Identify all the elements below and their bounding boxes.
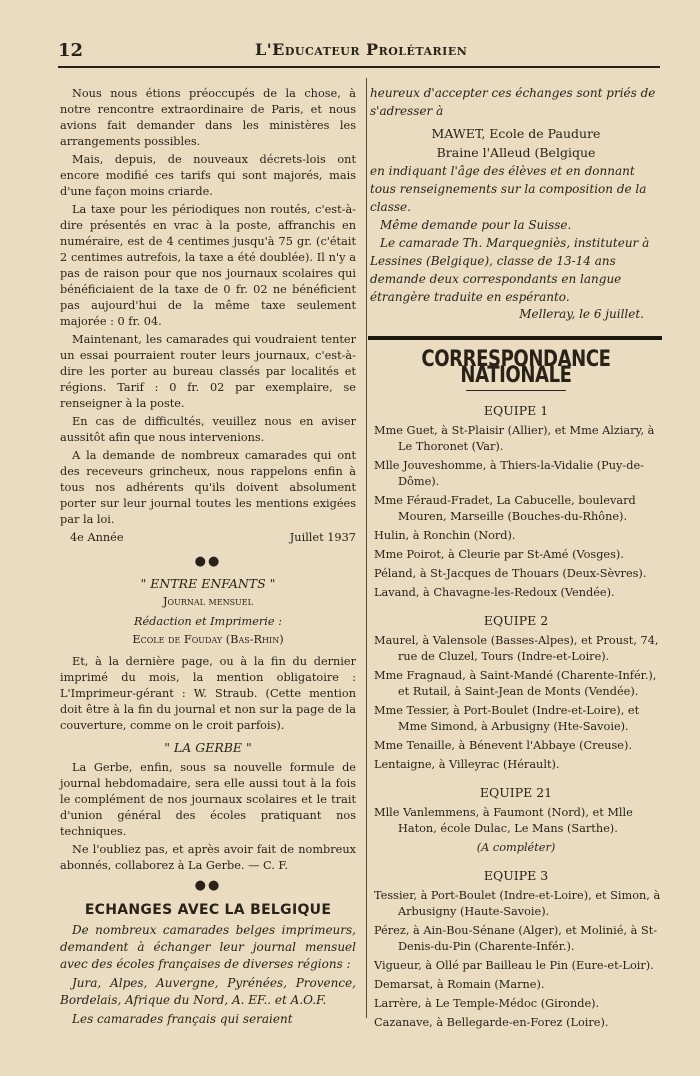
- list-item: Demarsat, à Romain (Marne).: [374, 978, 545, 991]
- correspondance-heading: CORRESPONDANCE NATIONALE: [421, 347, 611, 388]
- paragraph: Maintenant, les camarades qui voudraient tenter un essai pourraient router leurs journaux, c'est-à-dire les porter au bureau classés par localités et régions. Tarif : 0 fr. 02 par exemplaire, se renseigner à la poste.: [60, 333, 356, 410]
- list-item: Mlle Vanlemmens, à Faumont (Nord), et Mlle Haton, école Dulac, Le Mans (Sarthe).: [374, 806, 633, 835]
- list-item: Péland, à St-Jacques de Thouars (Deux-Sèvres).: [374, 567, 647, 580]
- paragraph: La Gerbe, enfin, sous sa nouvelle formule de journal hebdomadaire, sera elle aussi tout à la fois le complément de nos journaux scolaires et le trait d'union général des écoles pratiquant nos techniques.: [60, 761, 356, 838]
- paragraph: Mais, depuis, de nouveaux décrets-lois ont encore modifié ces tarifs qui sont majorés, mais d'une façon moins criarde.: [60, 153, 356, 198]
- equipe-heading: EQUIPE 2: [483, 613, 549, 628]
- redaction-line: Rédaction et Imprimerie :: [133, 615, 283, 628]
- list-item: Cazanave, à Bellegarde-en-Forez (Loire).: [374, 1016, 609, 1029]
- date: Juillet 1937: [289, 531, 356, 544]
- paragraph: La taxe pour les périodiques non routés, c'est-à-dire présentés en vrac à la poste, affranchis en numéraire, est de 4 centimes jusqu'à 75 gr. (c'était 2 centimes autrefois, la taxe a été doublée). Il n'y a pas de raison pour que nos journaux scolaires qui bénéficiaient de la taxe de 0 fr. 02 ne bénéficient pas aujourd'hui de la même taxe seulement majorée : 0 fr. 04.: [60, 203, 356, 328]
- paragraph: Ne l'oubliez pas, et après avoir fait de nombreux abonnés, collaborez à La Gerbe. — C. F.: [60, 843, 356, 872]
- list-item: Maurel, à Valensole (Basses-Alpes), et Proust, 74, rue de Cluzel, Tours (Indre-et-Loire).: [374, 634, 659, 663]
- section-dots: ●●: [194, 878, 222, 893]
- address-line: MAWET, Ecole de Paudure: [431, 126, 601, 141]
- list-item: Mme Féraud-Fradet, La Cabucelle, boulevard Mouren, Marseille (Bouches-du-Rhône).: [374, 494, 636, 523]
- list-item: Mme Poirot, à Cleurie par St-Amé (Vosges).: [374, 548, 624, 561]
- paragraph: Et, à la dernière page, ou à la fin du dernier imprimé du mois, la mention obligatoire : L'Imprimeur-gérant : W. Straub. (Cette mention doit être à la fin du journal et non sur la page de la couverture, comme on le croit parfois).: [60, 655, 356, 732]
- signature-line: Melleray, le 6 juillet.: [519, 307, 644, 321]
- list-item: Pérez, à Ain-Bou-Sénane (Alger), et Molinié, à St-Denis-du-Pin (Charente-Infér.).: [374, 924, 658, 953]
- list-item: Vigueur, à Ollé par Bailleau le Pin (Eure-et-Loir).: [374, 959, 654, 972]
- list-item: Lavand, à Chavagne-les-Redoux (Vendée).: [374, 586, 615, 599]
- right-column: [370, 84, 662, 1034]
- instructions: en indiquant l'âge des élèves et en donnant tous renseignements sur la composition de la classe.: [370, 164, 647, 214]
- ecole-line: Ecole de Fouday (Bas-Rhin): [132, 633, 284, 646]
- column-divider: [366, 78, 367, 1018]
- address-line: Braine l'Alleud (Belgique: [436, 145, 596, 160]
- completion-note: (A compléter): [476, 841, 556, 854]
- instructions: Le camarade Th. Marquegniès, instituteur à Lessines (Belgique), classe de 13-14 ans demande deux correspondants en langue étrangère traduite en espéranto.: [370, 236, 650, 304]
- list-item: Lentaigne, à Villeyrac (Hérault).: [374, 758, 560, 771]
- list-item: Larrère, à Le Temple-Médoc (Gironde).: [374, 997, 600, 1010]
- heading-rule: [466, 390, 566, 391]
- year-date-line: [70, 530, 356, 546]
- list-item: Mme Tessier, à Port-Boulet (Indre-et-Loire), et Mme Simond, à Arbusigny (Hte-Savoie).: [374, 704, 640, 733]
- equipe-heading: EQUIPE 1: [483, 403, 549, 418]
- paragraph: Les camarades français qui seraient: [72, 1012, 293, 1026]
- paragraph: Jura, Alpes, Auvergne, Pyrénées, Provence, Bordelais, Afrique du Nord, A. EF.. et A.O.F.: [60, 976, 356, 1007]
- list-item: Hulin, à Ronchin (Nord).: [374, 529, 516, 542]
- left-column: [60, 86, 356, 1030]
- paragraph: A la demande de nombreux camarades qui ont des receveurs grincheux, nous rappelons enfin à tous nos adhérents qu'ils doivent absolument porter sur leur journal toutes les mentions exigées par la loi.: [60, 449, 356, 526]
- paragraph: Nous nous étions préoccupés de la chose, à notre rencontre extraordinaire de Paris, et nous avions fait demander dans les ministères les arrangements possibles.: [60, 87, 356, 148]
- equipe-heading: EQUIPE 21: [479, 785, 553, 800]
- list-item: Mme Tenaille, à Bénevent l'Abbaye (Creuse).: [374, 739, 632, 752]
- section-rule: [368, 336, 662, 340]
- section-dots: ●●: [194, 554, 222, 569]
- page-number: 12: [58, 40, 84, 61]
- list-item: Mme Guet, à St-Plaisir (Allier), et Mme Alziary, à Le Thoronet (Var).: [374, 424, 655, 453]
- instructions: Même demande pour la Suisse.: [380, 218, 572, 232]
- entre-enfants-title: " ENTRE ENFANTS ": [140, 576, 276, 591]
- belgique-heading: ECHANGES AVEC LA BELGIQUE: [84, 902, 332, 918]
- journal-title: L'Educateur Prolétarien: [255, 40, 468, 59]
- entre-enfants-subtitle: Journal mensuel: [163, 595, 253, 608]
- continued-text: heureux d'accepter ces échanges sont priés de s'adresser à: [370, 86, 656, 118]
- list-item: Mme Fragnaud, à Saint-Mandé (Charente-Infér.), et Rutail, à Saint-Jean de Monts (Vendée).: [374, 669, 657, 698]
- annee: 4e Année: [70, 531, 124, 544]
- belgique-section: [60, 922, 356, 1028]
- equipe-heading: EQUIPE 3: [483, 868, 549, 883]
- header-rule: [58, 66, 660, 68]
- gerbe-title: " LA GERBE ": [164, 740, 252, 755]
- list-item: Mlle Jouveshomme, à Thiers-la-Vidalie (Puy-de-Dôme).: [374, 459, 644, 488]
- paragraph: De nombreux camarades belges imprimeurs, demandent à échanger leur journal mensuel avec des écoles françaises de diverses régions :: [60, 923, 356, 971]
- list-item: Tessier, à Port-Boulet (Indre-et-Loire), et Simon, à Arbusigny (Haute-Savoie).: [374, 889, 661, 918]
- paragraph: En cas de difficultés, veuillez nous en aviser aussitôt afin que nous intervenions.: [60, 415, 356, 444]
